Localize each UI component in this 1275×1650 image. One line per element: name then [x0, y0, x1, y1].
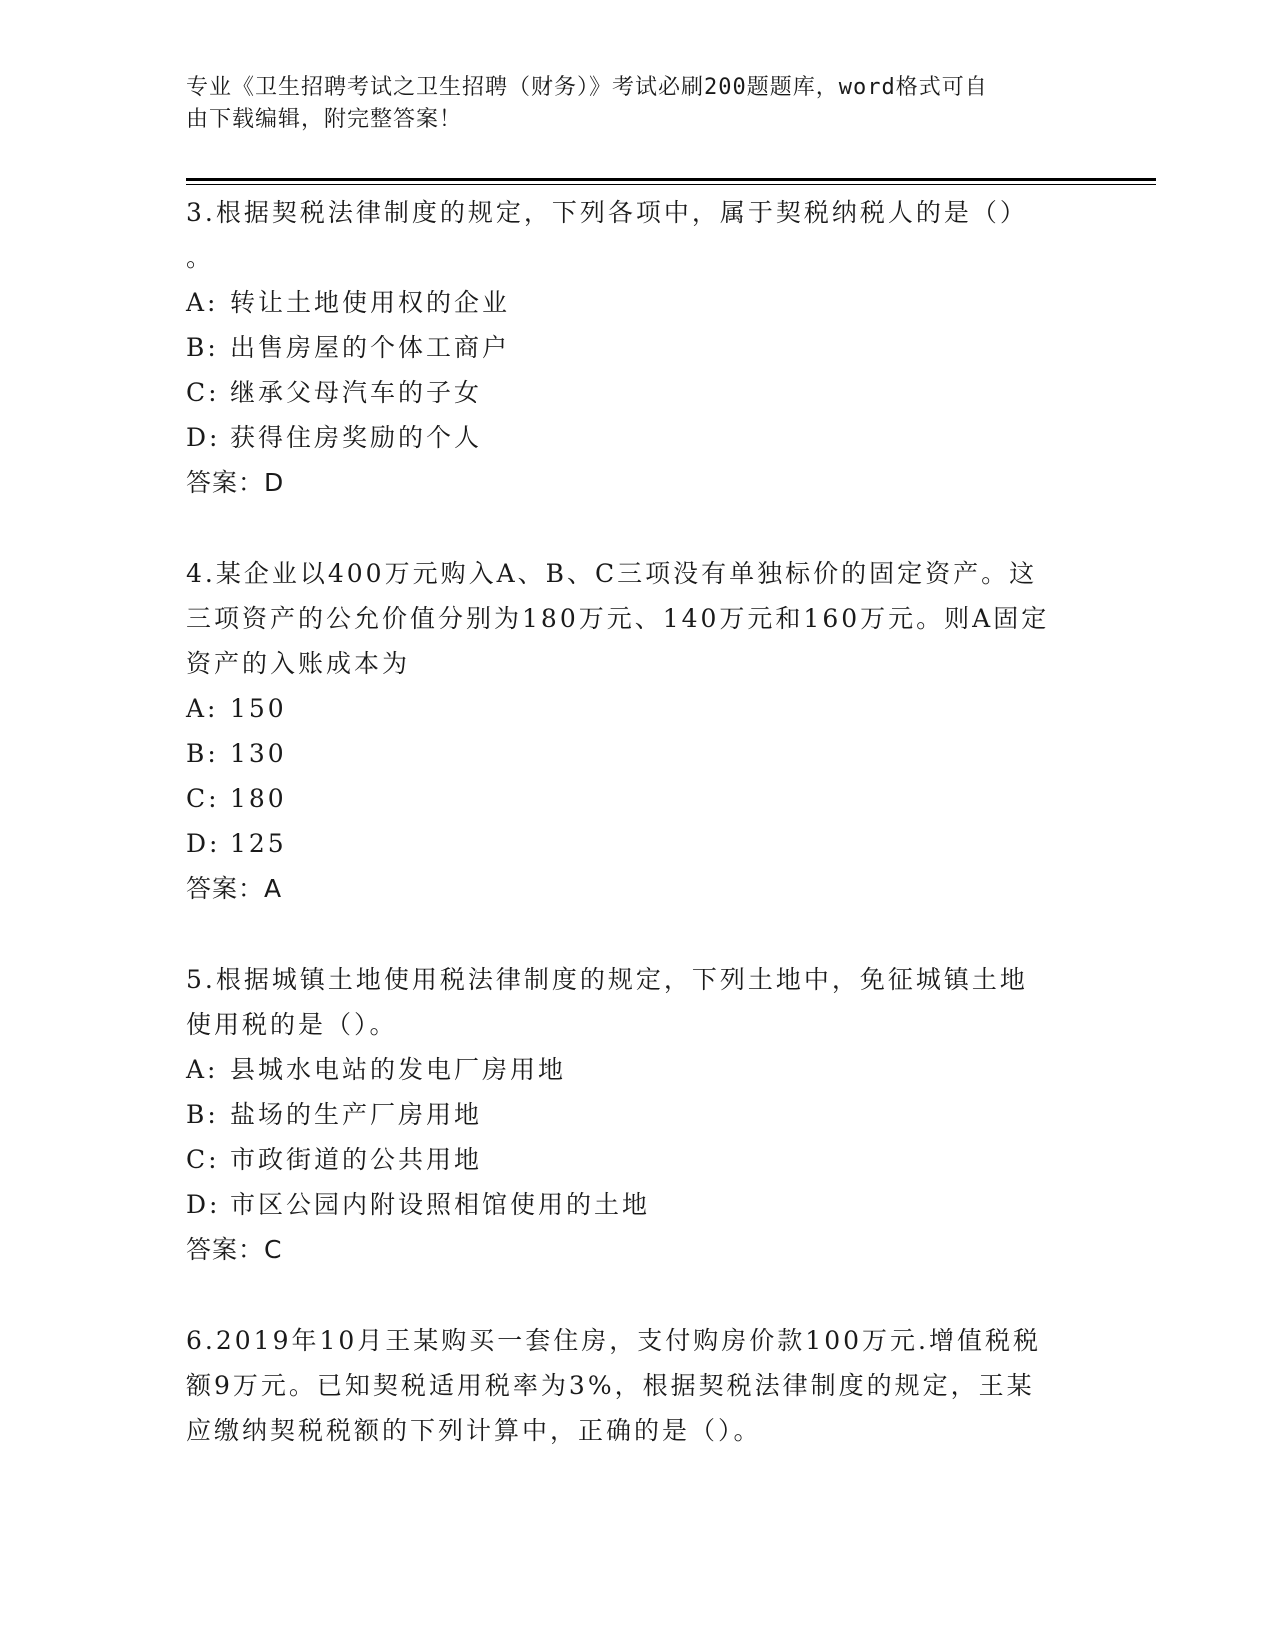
- option-text: 市区公园内附设照相馆使用的土地: [230, 1190, 651, 1219]
- option-text: 150: [230, 694, 287, 723]
- option-key: C:: [186, 1145, 220, 1174]
- option-c: [186, 370, 1086, 415]
- option-a: [186, 686, 1086, 731]
- question-text-line: 应缴纳契税税额的下列计算中，正确的是（）。: [186, 1416, 762, 1445]
- option-a: [186, 280, 1086, 325]
- question-text-line: 4.某企业以400万元购入A、B、C三项没有单独标价的固定资产。这: [186, 559, 1038, 588]
- question-text-line: 三项资产的公允价值分别为180万元、140万元和160万元。则A固定: [186, 604, 1050, 633]
- option-text: 继承父母汽车的子女: [230, 378, 483, 407]
- document-header: [186, 72, 1086, 136]
- header-line-1: 专业《卫生招聘考试之卫生招聘（财务）》考试必刷200题题库，word格式可自: [186, 75, 988, 100]
- answer-line: 答案：A: [186, 874, 283, 903]
- question-text-line: 额9万元。已知契税适用税率为3%，根据契税法律制度的规定，王某: [186, 1371, 1035, 1400]
- option-text: 获得住房奖励的个人: [230, 423, 483, 452]
- question-text-line: 资产的入账成本为: [186, 649, 411, 678]
- question-6: [186, 1318, 1086, 1453]
- option-d: [186, 415, 1086, 460]
- option-key: C:: [186, 378, 220, 407]
- option-key: A:: [186, 694, 219, 723]
- option-text: 125: [230, 829, 287, 858]
- question-text-line: 3.根据契税法律制度的规定，下列各项中，属于契税纳税人的是（）: [186, 198, 1028, 227]
- header-divider-thick: [186, 178, 1156, 181]
- option-text: 130: [230, 739, 287, 768]
- option-key: B:: [186, 333, 219, 362]
- question-text-line: 使用税的是（）。: [186, 1010, 398, 1039]
- question-3: [186, 190, 1086, 505]
- option-text: 市政街道的公共用地: [230, 1145, 483, 1174]
- option-key: C:: [186, 784, 220, 813]
- header-divider-thin: [186, 184, 1156, 185]
- option-key: A:: [186, 288, 219, 317]
- option-key: B:: [186, 739, 219, 768]
- option-text: 县城水电站的发电厂房用地: [230, 1055, 567, 1084]
- option-b: [186, 731, 1086, 776]
- option-text: 转让土地使用权的企业: [230, 288, 511, 317]
- option-d: [186, 1182, 1086, 1227]
- option-key: D:: [186, 423, 221, 452]
- option-key: A:: [186, 1055, 219, 1084]
- option-key: B:: [186, 1100, 219, 1129]
- header-line-2: 由下载编辑，附完整答案！: [186, 107, 463, 132]
- question-list: [186, 190, 1086, 1499]
- option-a: [186, 1047, 1086, 1092]
- question-text-line: 6.2019年10月王某购买一套住房，支付购房价款100万元.增值税税: [186, 1326, 1041, 1355]
- option-d: [186, 821, 1086, 866]
- answer-line: 答案：D: [186, 468, 285, 497]
- option-b: [186, 325, 1086, 370]
- option-c: [186, 1137, 1086, 1182]
- option-text: 180: [230, 784, 287, 813]
- option-key: D:: [186, 829, 221, 858]
- question-text-line: 5.根据城镇土地使用税法律制度的规定，下列土地中，免征城镇土地: [186, 965, 1028, 994]
- option-text: 出售房屋的个体工商户: [230, 333, 511, 362]
- question-4: [186, 551, 1086, 911]
- question-5: [186, 957, 1086, 1272]
- answer-line: 答案：C: [186, 1235, 283, 1264]
- question-text-line: 。: [186, 243, 215, 272]
- option-text: 盐场的生产厂房用地: [230, 1100, 483, 1129]
- option-b: [186, 1092, 1086, 1137]
- option-c: [186, 776, 1086, 821]
- option-key: D:: [186, 1190, 221, 1219]
